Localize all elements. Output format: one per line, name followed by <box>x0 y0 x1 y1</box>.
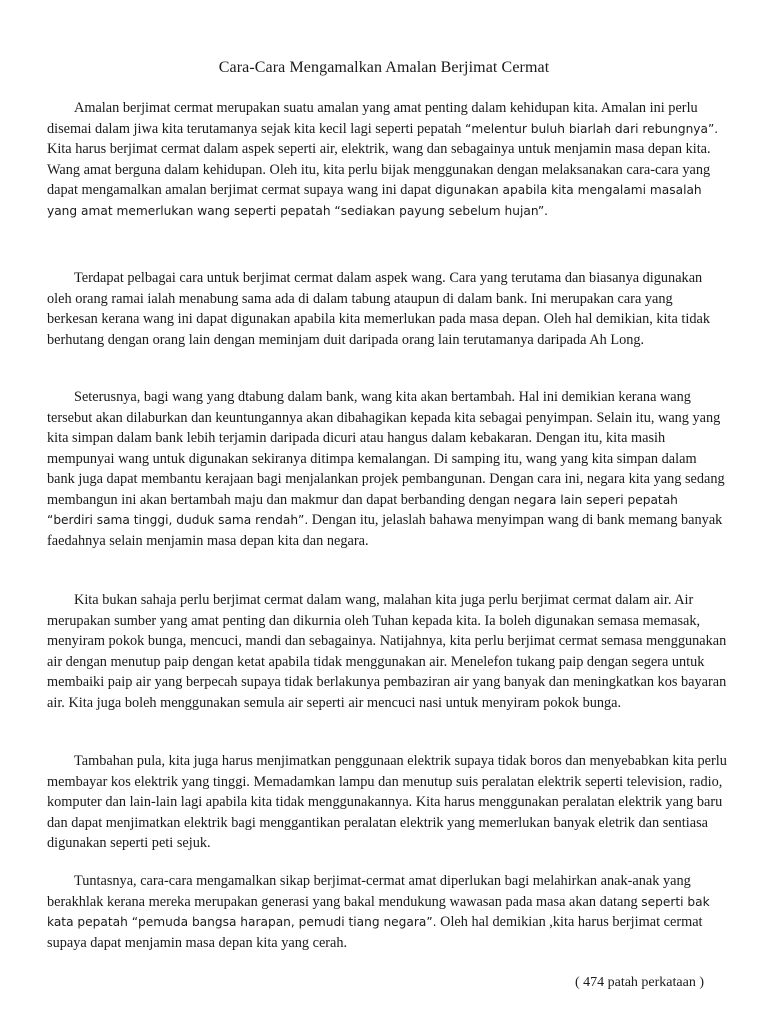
proverb-quote: seperti bak kata pepatah “pemuda bangsa harapan, pemudi tiang negara”. <box>47 894 710 929</box>
paragraph-text: Seterusnya, bagi wang yang dtabung dalam bank, wang kita akan bertambah. Hal ini demikian kerana wang tersebut akan dilaburkan dan keuntungannya akan dibahagikan kepada kita sebagai penyimpan. Selain itu, wang yang kita simpan dalam bank lebih terjamin daripada dicuri atau hangus dalam kebakaran. Dengan itu, kita masih mempunyai wang untuk digunakan sekiranya ditimpa kemalangan. Di samping itu, wang yang kita simpan dalam bank juga dapat membantu kerajaan bagi menjalankan projek pembangunan. Dengan cara ini, negara kita yang sedang membangun ini akan bertambah maju dan makmur dan dapat berbanding dengan <box>47 389 725 508</box>
paragraph-conclusion <box>47 871 727 953</box>
document-title: Cara-Cara Mengamalkan Amalan Berjimat Cermat <box>218 59 550 76</box>
paragraph-water: Kita bukan sahaja perlu berjimat cermat dalam wang, malahan kita juga perlu berjimat cermat dalam air. Air merupakan sumber yang amat penting dan dikurnia oleh Tuhan kepada kita. Ia boleh digunakan semasa memasak, menyiram pokok bunga, mencuci, mandi dan sebagainya. Natijahnya, kita perlu berjimat cermat semasa menggunakan air dengan menutup paip dengan ketat apabila tidak menggunakan air. Menelefon tukang paip dengan segera untuk membaiki paip air yang berpecah supaya tidak berlakunya pembaziran air yang banyak dan meningkatkan kos bayaran air. Kita juga boleh menggunakan semula air seperti air mencuci nasi untuk menyiram pokok bunga. <box>47 592 727 711</box>
word-count: ( 474 patah perkataan ) <box>574 975 704 990</box>
proverb-quote: negara lain seperi pepatah “berdiri sama tinggi, duduk sama rendah”. <box>47 492 678 527</box>
paragraph-introduction <box>47 98 727 221</box>
paragraph-text: Amalan berjimat cermat merupakan suatu amalan yang amat penting dalam kehidupan kita. Amalan ini perlu disemai dalam jiwa kita terutamanya sejak kita kecil lagi seperti pepatah <box>47 100 698 137</box>
proverb-quote: digunakan apabila kita mengalami masalah yang amat memerlukan wang seperti pepatah “sediakan payung sebelum hujan”. <box>47 183 702 218</box>
paragraph-bank <box>47 387 727 551</box>
paragraph-savings: Terdapat pelbagai cara untuk berjimat cermat dalam aspek wang. Cara yang terutama dan biasanya digunakan oleh orang ramai ialah menabung sama ada di dalam tabung ataupun di dalam bank. Ini merupakan cara yang berkesan kerana wang ini dapat digunakan apabila kita memerlukan pada masa depan. Oleh hal demikian, kita tidak berhutang dengan orang lain dengan meminjam duit daripada orang lain terutamanya daripada Ah Long. <box>47 270 710 348</box>
paragraph-text: Dengan itu, jelaslah bahawa menyimpan wang di bank memang banyak faedahnya selain menjamin masa depan kita dan negara. <box>47 512 723 549</box>
paragraph-electricity: Tambahan pula, kita juga harus menjimatkan penggunaan elektrik supaya tidak boros dan menyebabkan kita perlu membayar kos elektrik yang tinggi. Memadamkan lampu dan menutup suis peralatan elektrik seperti television, radio, komputer dan lain-lain lagi apabila kita tidak menggunakannya. Kita harus menggunakan peralatan elektrik yang baru dan dapat menjimatkan elektrik bagi menggantikan peralatan elektrik yang memerlukan banyak eletrik dan sentiasa digunakan seperti peti sejuk. <box>47 753 727 851</box>
paragraph-text: Tuntasnya, cara-cara mengamalkan sikap berjimat-cermat amat diperlukan bagi melahirkan anak-anak yang berakhlak kerana mereka merupakan generasi yang bakal mendukung wawasan pada masa akan datang <box>47 873 691 910</box>
paragraph-text: Kita harus berjimat cermat dalam aspek seperti air, elektrik, wang dan sebagainya untuk menjamin masa depan kita. Wang amat berguna dalam kehidupan. Oleh itu, kita perlu bijak menggunakan dengan melaksanakan cara-cara yang dapat mengamalkan amalan berjimat cermat supaya wang ini dapat <box>47 141 711 198</box>
proverb-quote: “melentur buluh biarlah dari rebungnya”. <box>465 121 719 136</box>
paragraph-text: Oleh hal demikian ,kita harus berjimat cermat supaya dapat menjamin masa depan kita yang cerah. <box>47 914 703 951</box>
